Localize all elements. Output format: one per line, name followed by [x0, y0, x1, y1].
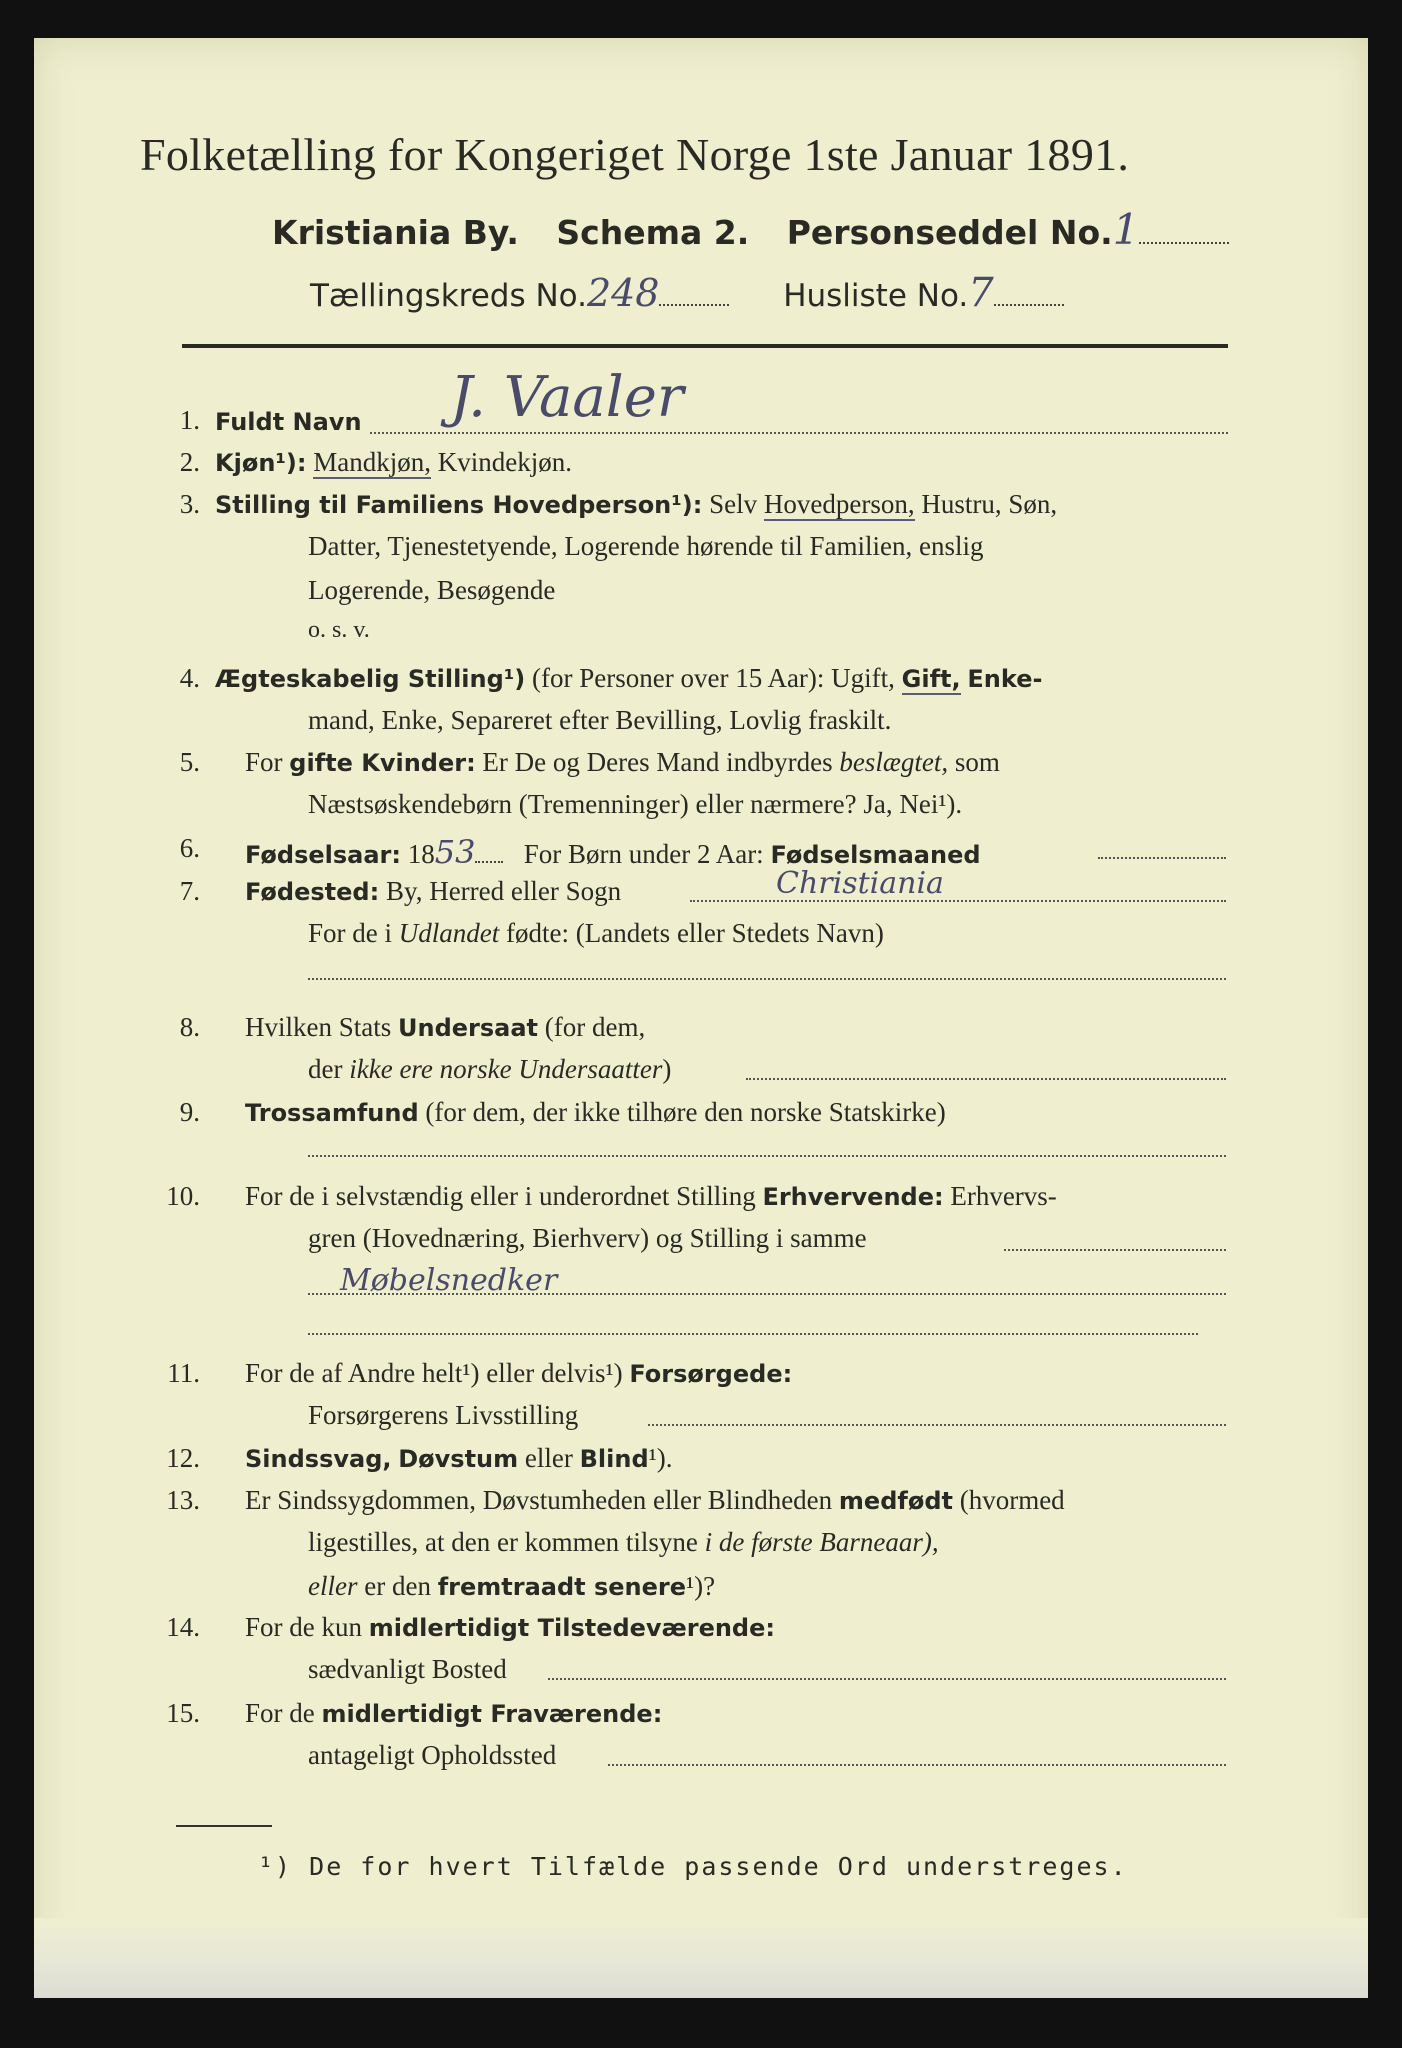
- q14-line1: [245, 1612, 775, 1643]
- q7-line2-a: For de i: [308, 918, 392, 948]
- q12-label-c: Blind: [579, 1445, 649, 1473]
- q8-fill-line: [746, 1076, 1226, 1080]
- q6-year-value: 53: [434, 833, 476, 871]
- q9-fill-line: [308, 1153, 1226, 1157]
- q9-label: Trossamfund: [245, 1099, 419, 1127]
- district-line: [310, 270, 1064, 316]
- q9-text: (for dem, der ikke tilhøre den norske Statskirke): [425, 1097, 946, 1127]
- q3-number: 3.: [179, 489, 200, 519]
- q5-line1: [245, 747, 1000, 778]
- form-subtitle: [272, 205, 1229, 254]
- taellingskreds-dots: [659, 296, 729, 306]
- q12-number: 12.: [166, 1443, 200, 1473]
- q1-label: Fuldt Navn: [215, 408, 362, 436]
- q4-line1: [215, 663, 1042, 694]
- q13-tail: ¹)?: [686, 1571, 716, 1601]
- q11-line1-a: For de af Andre helt¹) eller delvis¹): [245, 1358, 623, 1388]
- q10-line2: gren (Hovednæring, Bierhverv) og Stilling i samme: [308, 1223, 867, 1253]
- q11-number: 11.: [167, 1358, 200, 1388]
- q4-label: Ægteskabelig Stilling¹): [215, 665, 526, 693]
- q13-line3-b: er den: [364, 1571, 431, 1601]
- q13-line2-b: i de første Barneaar),: [704, 1527, 939, 1557]
- q13-line1-a: Er Sindssygdommen, Døvstumheden eller Blindheden: [245, 1485, 833, 1515]
- q3-line2: Datter, Tjenestetyende, Logerende hørende til Familien, enslig: [308, 531, 984, 561]
- q10-fill-line3: [308, 1331, 1198, 1335]
- q14-label: midlertidigt Tilstedeværende:: [368, 1614, 775, 1642]
- q6-label2: Fødselsmaaned: [770, 841, 981, 869]
- q3-line1: [215, 489, 1057, 520]
- q13-line1: [245, 1485, 1065, 1516]
- q3-option-hovedperson: Hovedperson,: [763, 489, 915, 519]
- q4-line2: mand, Enke, Separeret efter Bevilling, Lovlig fraskilt.: [308, 705, 892, 735]
- q10-occupation-value: Møbelsnedker: [340, 1263, 558, 1298]
- q4-option-enke: Enke-: [967, 665, 1043, 693]
- q7-label: Fødested:: [245, 878, 380, 906]
- q13-line1-c: (hvormed: [959, 1485, 1065, 1515]
- q4-text: (for Personer over 15 Aar): Ugift,: [532, 663, 895, 693]
- q10-line1: [245, 1181, 1057, 1212]
- q8-line2: [308, 1054, 671, 1085]
- q11-line2: Forsørgerens Livsstilling: [308, 1400, 579, 1430]
- q2-option-male: Mandkjøn,: [313, 447, 431, 477]
- footnote-rule: [176, 1825, 272, 1827]
- q7-line1: [245, 876, 621, 907]
- taellingskreds-value: 248: [586, 271, 660, 315]
- q10-fill-line: [1004, 1247, 1226, 1251]
- q7-line2-c: fødte: (Landets eller Stedets Navn): [506, 918, 884, 948]
- q5-label: gifte Kvinder:: [289, 749, 476, 777]
- q10-line1-a: For de i selvstændig eller i underordnet Stilling: [245, 1181, 756, 1211]
- q10-number: 10.: [166, 1181, 200, 1211]
- q10-label: Erhvervende:: [762, 1183, 944, 1211]
- q15-fill-line: [608, 1762, 1226, 1766]
- q2-text: [215, 447, 572, 478]
- q11-label: Forsørgede:: [629, 1360, 793, 1388]
- q2-option-female: Kvindekjøn.: [437, 447, 572, 477]
- q8-number: 8.: [179, 1012, 200, 1042]
- q7-fill-line2: [308, 976, 1226, 980]
- q8-line2-a: der: [308, 1054, 343, 1084]
- q15-line1-a: For de: [245, 1698, 315, 1728]
- q15-label: midlertidigt Fraværende:: [321, 1700, 663, 1728]
- q14-fill-line: [548, 1676, 1226, 1680]
- q15-number: 15.: [166, 1698, 200, 1728]
- q7-birthplace-value: Christiania: [776, 866, 944, 901]
- q13-label2: fremtraadt senere: [437, 1573, 687, 1601]
- q12-line: [245, 1443, 672, 1474]
- q6-text: For Børn under 2 Aar:: [523, 839, 764, 869]
- form-title: Folketælling for Kongeriget Norge 1ste Januar 1891.: [140, 129, 1130, 180]
- taellingskreds-label: Tællingskreds No.: [310, 278, 587, 314]
- husliste-label: Husliste No.: [783, 278, 969, 314]
- q8-line2-b: ikke ere norske Undersaatter: [349, 1054, 663, 1084]
- q3-label: Stilling til Familiens Hovedperson¹):: [215, 491, 703, 519]
- census-form: [34, 38, 1368, 1998]
- q9-number: 9.: [179, 1097, 200, 1127]
- q10-fill-line2: [308, 1291, 1226, 1295]
- q14-line2: sædvanligt Bosted: [308, 1654, 507, 1684]
- personseddel-label: Personseddel No.: [786, 213, 1113, 252]
- q6-number: 6.: [179, 833, 200, 863]
- q8-label: Undersaat: [398, 1014, 539, 1042]
- q3-option-selv: Selv: [709, 489, 758, 519]
- husliste-value: 7: [968, 270, 994, 316]
- q13-eller: eller: [308, 1571, 358, 1601]
- q11-fill-line: [648, 1422, 1226, 1426]
- q8-line1-c: (for dem,: [544, 1012, 646, 1042]
- city-label: Kristiania By.: [272, 213, 519, 252]
- q8-line1-a: Hvilken Stats: [245, 1012, 392, 1042]
- q13-line3: [308, 1571, 715, 1602]
- q2-label: Kjøn¹):: [215, 449, 307, 477]
- q2-number: 2.: [179, 447, 200, 477]
- q5-som: som: [954, 747, 1000, 777]
- q1-number: 1.: [179, 405, 200, 435]
- q13-number: 13.: [166, 1485, 200, 1515]
- q5-text: Er De og Deres Mand indbyrdes: [482, 747, 833, 777]
- q9-line: [245, 1097, 946, 1128]
- q12-label-b: Døvstum: [398, 1445, 519, 1473]
- q15-line2: antageligt Opholdssted: [308, 1740, 557, 1770]
- q6-label: Fødselsaar:: [245, 841, 401, 869]
- q1-name-value: J. Vaaler: [450, 365, 684, 430]
- personseddel-dots: [1139, 234, 1229, 244]
- q14-number: 14.: [166, 1612, 200, 1642]
- q7-line2: [308, 918, 884, 949]
- q3-line4: o. s. v.: [308, 617, 370, 643]
- q6-fill-line: [1098, 855, 1226, 859]
- q7-number: 7.: [179, 876, 200, 906]
- paper-edge: [34, 1918, 1368, 1998]
- q11-line1: [245, 1358, 792, 1389]
- q6-prefix: 18: [407, 839, 435, 869]
- q4-option-gift: Gift,: [901, 665, 961, 693]
- q7-udlandet: Udlandet: [398, 918, 500, 948]
- q5-beslaegtet: beslægtet,: [839, 747, 949, 777]
- footnote: ¹) De for hvert Tilfælde passende Ord understreges.: [258, 1852, 1128, 1881]
- q12-tail: ¹).: [648, 1443, 673, 1473]
- q15-line1: [245, 1698, 662, 1729]
- schema-label: Schema 2.: [556, 213, 750, 252]
- q12-text: eller: [524, 1443, 573, 1473]
- q8-line1: [245, 1012, 645, 1043]
- q13-label: medfødt: [838, 1487, 953, 1515]
- personseddel-value: 1: [1112, 205, 1140, 254]
- q6-dots: [475, 853, 503, 863]
- header-rule: [182, 344, 1228, 348]
- q3-line3: Logerende, Besøgende: [308, 575, 556, 605]
- husliste-dots: [994, 296, 1064, 306]
- q14-line1-a: For de kun: [245, 1612, 362, 1642]
- q13-line2-a: ligestilles, at den er kommen tilsyne: [308, 1527, 698, 1557]
- q5-number: 5.: [179, 747, 200, 777]
- q1-fill-line: [370, 430, 1228, 434]
- q7-text: By, Herred eller Sogn: [385, 876, 622, 906]
- q13-line2: [308, 1527, 939, 1558]
- q8-line2-c: ): [662, 1054, 672, 1084]
- q12-label-a: Sindssvag,: [245, 1445, 392, 1473]
- q3-options-rest: Hustru, Søn,: [921, 489, 1058, 519]
- q5-label-for: For: [245, 747, 283, 777]
- q10-line1-c: Erhvervs-: [950, 1181, 1057, 1211]
- q7-fill-line: [690, 898, 1226, 902]
- q4-number: 4.: [179, 663, 200, 693]
- q5-line2: Næstsøskendebørn (Tremenninger) eller nærmere? Ja, Nei¹).: [308, 789, 963, 819]
